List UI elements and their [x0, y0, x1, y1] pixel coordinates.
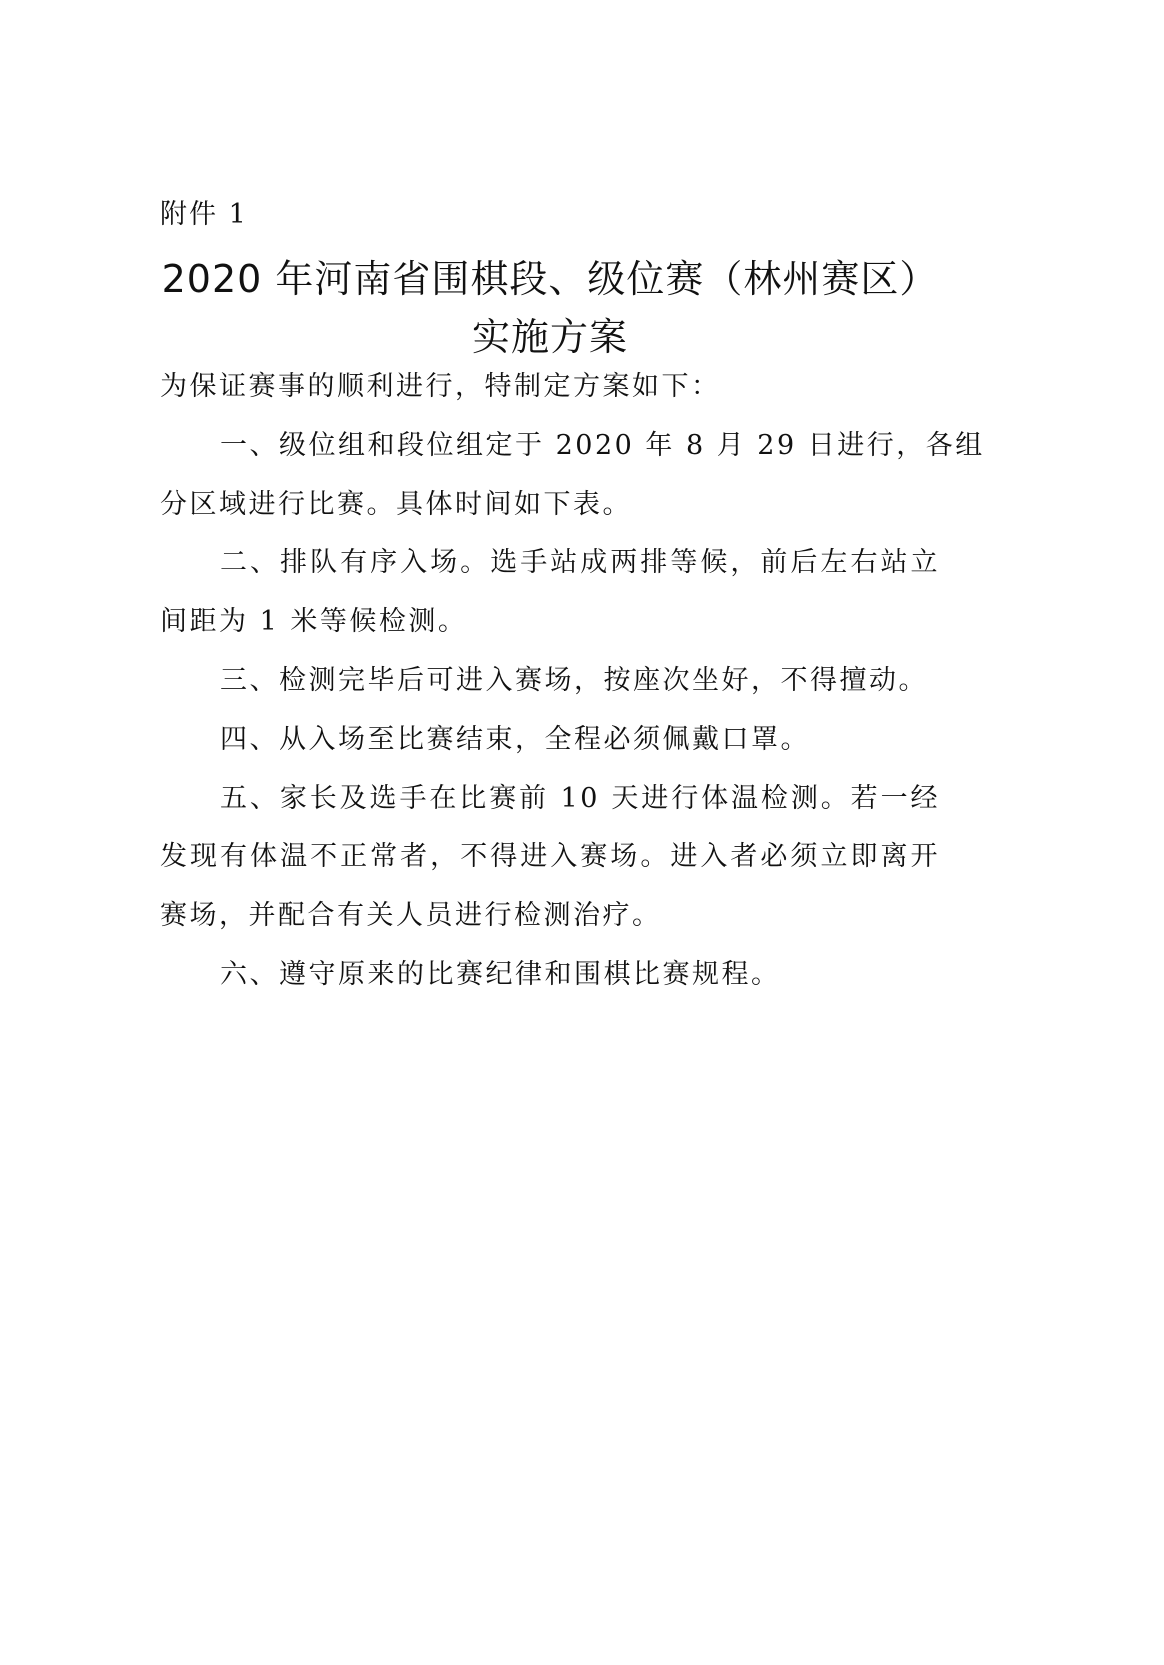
- document-title-line-2: 实施方案: [471, 315, 628, 359]
- paragraph-line: 五、家长及选手在比赛前 10 天进行体温检测。若一经: [220, 782, 940, 814]
- paragraph: [160, 364, 940, 423]
- paragraph: [160, 658, 940, 717]
- paragraph-line: 六、遵守原来的比赛纪律和围棋比赛规程。: [220, 958, 781, 990]
- attachment-label: 附件 1: [160, 199, 248, 230]
- paragraph-line: 间距为 1 米等候检测。: [160, 606, 468, 638]
- paragraph: [160, 776, 940, 952]
- paragraph: [160, 952, 940, 1011]
- paragraph: [160, 717, 940, 776]
- paragraph-line: 分区域进行比赛。具体时间如下表。: [160, 488, 632, 520]
- paragraph-line: 赛场，并配合有关人员进行检测治疗。: [160, 900, 662, 932]
- document-title-line-1: 2020 年河南省围棋段、级位赛（林州赛区）: [161, 257, 939, 301]
- paragraph-line: 发现有体温不正常者，不得进入赛场。进入者必须立即离开: [160, 841, 940, 873]
- paragraph-line: 三、检测完毕后可进入赛场，按座次坐好，不得擅动。: [220, 664, 928, 696]
- paragraph-line: 二、排队有序入场。选手站成两排等候，前后左右站立: [220, 547, 940, 579]
- document-body: [160, 364, 985, 1011]
- paragraph: [160, 423, 985, 541]
- paragraph-line: 为保证赛事的顺利进行，特制定方案如下：: [160, 371, 721, 402]
- paragraph-line: 四、从入场至比赛结束，全程必须佩戴口罩。: [220, 723, 810, 755]
- paragraph: [160, 540, 940, 658]
- paragraph-line: 一、级位组和段位组定于 2020 年 8 月 29 日进行，各组: [220, 429, 985, 461]
